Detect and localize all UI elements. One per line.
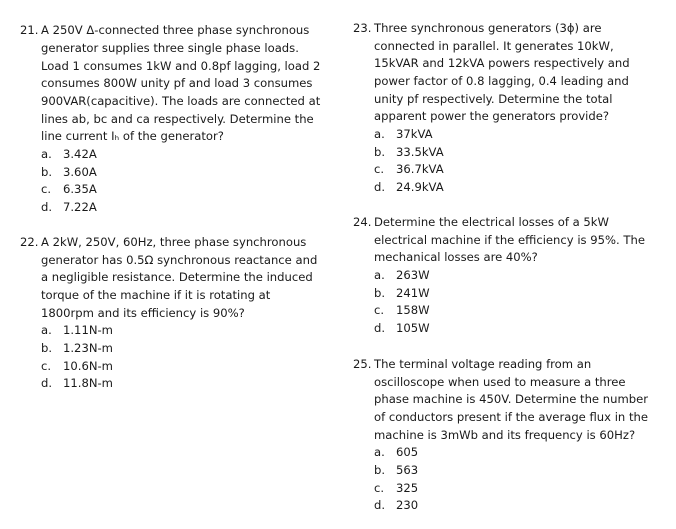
question-text-line: connected in parallel. It generates 10kW, [374,39,614,53]
option-letter: a. [374,445,385,459]
option-letter: c. [374,162,385,176]
option-text: 37kVA [396,127,433,141]
question-text-line: of conductors present if the average flux in the [374,410,648,424]
question-text-line: A 2kW, 250V, 60Hz, three phase synchronous [41,235,307,249]
option-text: 6.35A [63,182,97,196]
question-text-line: generator has 0.5Ω synchronous reactance and [41,253,318,267]
option-letter: d. [374,180,386,194]
question-number: 25. [353,357,372,371]
question-text-line: Load 1 consumes 1kW and 0.8pf lagging, load 2 [41,59,321,73]
question-text-line: mechanical losses are 40%? [374,250,538,264]
option-letter: b. [41,165,53,179]
question-text-line: phase machine is 450V. Determine the number [374,392,649,406]
question-number: 21. [20,23,39,37]
option-letter: a. [374,268,385,282]
question-text-line: The terminal voltage reading from an [374,357,592,371]
question-number: 23. [353,21,372,35]
option-letter: b. [374,145,386,159]
option-text: 11.8N-m [63,376,113,390]
question-text-line: electrical machine if the efficiency is 95%. The [374,233,645,247]
option-text: 263W [396,268,430,282]
question-text-line: consumes 800W unity pf and load 3 consumes [41,76,313,90]
question-text-line: 900VAR(capacitive). The loads are connected at [41,94,321,108]
option-letter: c. [41,182,52,196]
option-text: 325 [396,481,419,495]
question-text-line: machine is 3mWb and its frequency is 60Hz? [374,428,636,442]
option-text: 1.11N-m [63,323,113,337]
question-text-line: line current Iₕ of the generator? [41,129,224,143]
option-letter: a. [374,127,385,141]
option-letter: b. [374,286,386,300]
question-text-line: torque of the machine if it is rotating at [41,288,271,302]
question-text-line: oscilloscope when used to measure a three [374,375,626,389]
option-text: 33.5kVA [396,145,444,159]
option-letter: c. [374,303,385,317]
option-letter: c. [374,481,385,495]
question-text-line: Determine the electrical losses of a 5kW [374,215,609,229]
option-text: 241W [396,286,430,300]
question-text-line: 15kVAR and 12kVA powers respectively and [374,56,630,70]
option-text: 105W [396,321,430,335]
question-text-line: apparent power the generators provide? [374,109,610,123]
option-text: 3.60A [63,165,97,179]
question-text-line: power factor of 0.8 lagging, 0.4 leading and [374,74,629,88]
option-text: 605 [396,445,419,459]
option-letter: d. [374,498,386,512]
question-text-line: a negligible resistance. Determine the induced [41,270,313,284]
question-text-line: 1800rpm and its efficiency is 90%? [41,306,245,320]
option-text: 563 [396,463,419,477]
option-text: 3.42A [63,147,97,161]
option-text: 158W [396,303,430,317]
option-text: 230 [396,498,419,512]
question-text-line: lines ab, bc and ca respectively. Determine the [41,112,314,126]
question-number: 22. [20,235,39,249]
option-letter: d. [41,200,53,214]
option-text: 1.23N-m [63,341,113,355]
question-text-line: Three synchronous generators (3ϕ) are [374,21,602,35]
question-text-line: A 250V Δ-connected three phase synchronous [41,23,310,37]
option-letter: b. [374,463,386,477]
option-letter: a. [41,323,52,337]
option-letter: b. [41,341,53,355]
question-number: 24. [353,215,372,229]
option-text: 7.22A [63,200,97,214]
option-letter: d. [374,321,386,335]
option-text: 10.6N-m [63,359,113,373]
option-letter: a. [41,147,52,161]
question-text-line: unity pf respectively. Determine the total [374,92,613,106]
option-letter: c. [41,359,52,373]
option-text: 36.7kVA [396,162,444,176]
option-letter: d. [41,376,53,390]
option-text: 24.9kVA [396,180,444,194]
question-text-line: generator supplies three single phase loads. [41,41,299,55]
